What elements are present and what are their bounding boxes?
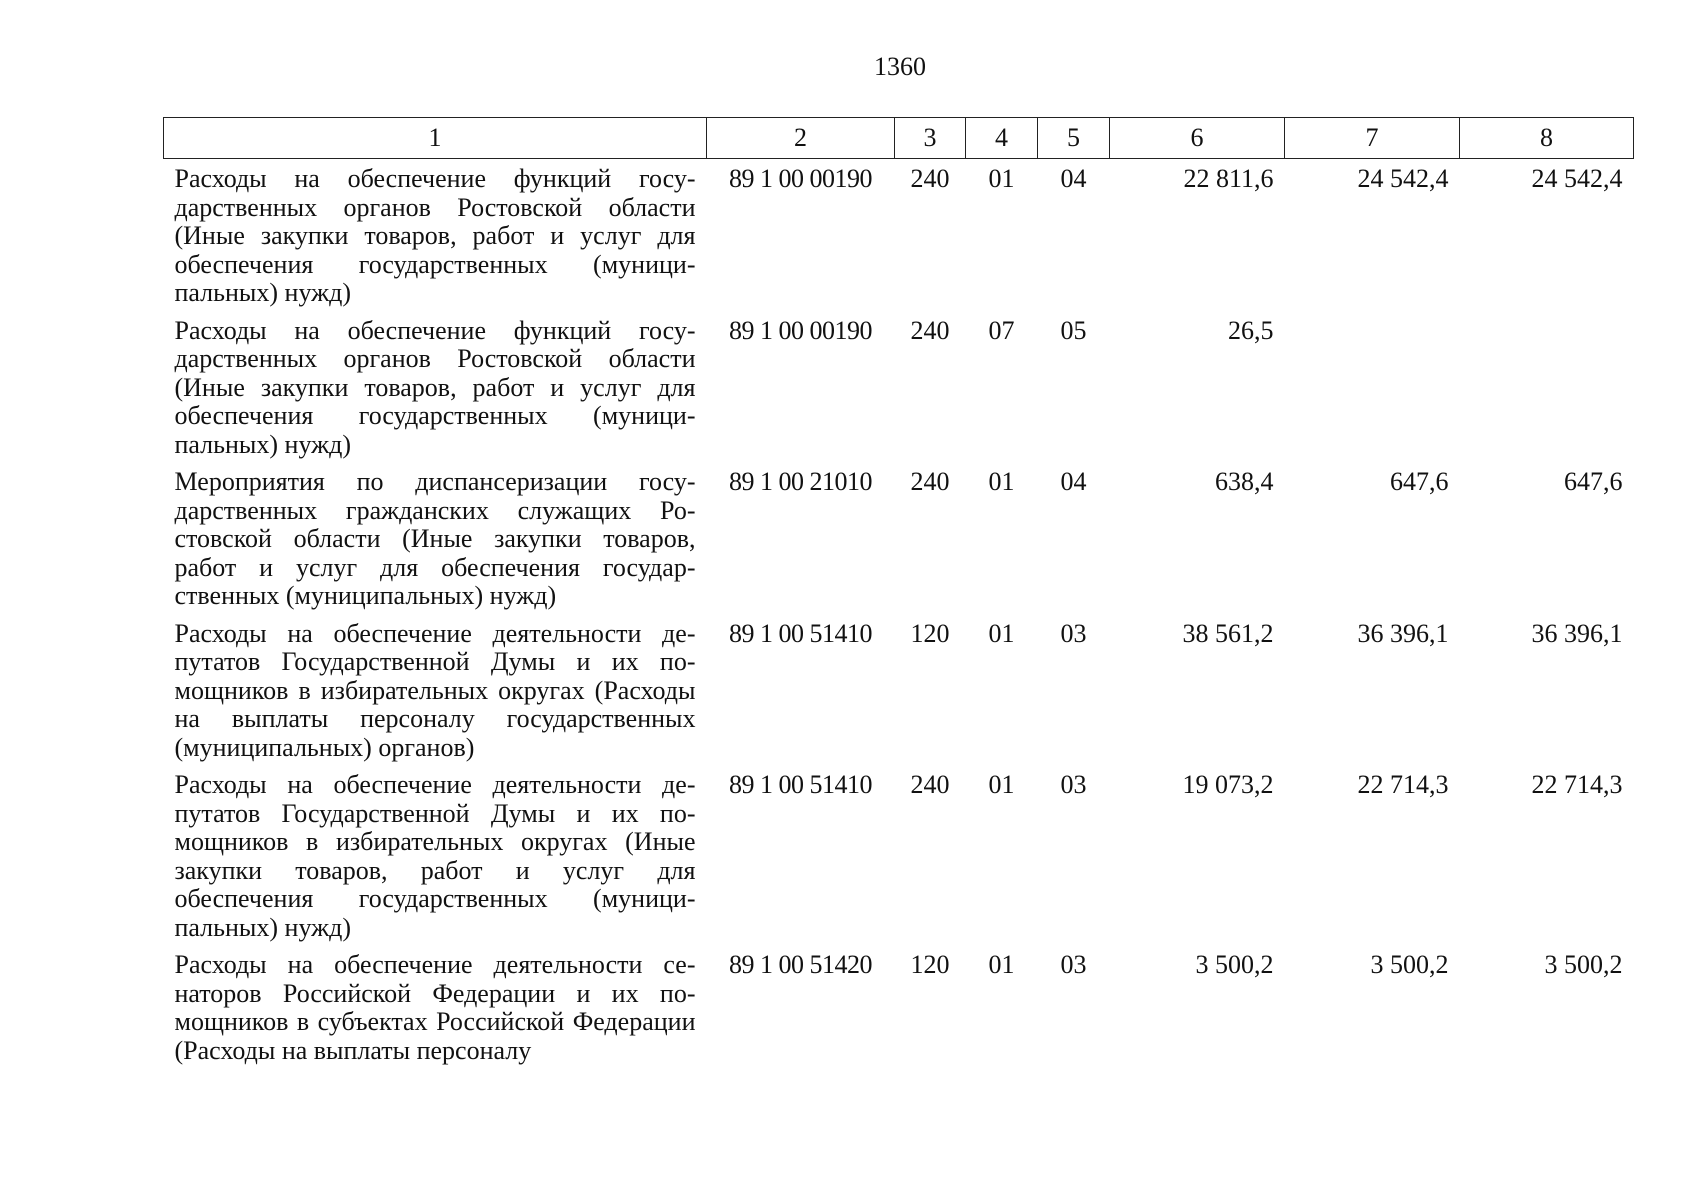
expense-type-code: 120 xyxy=(910,618,950,648)
target-article-code: 89 1 00 51410 xyxy=(729,618,872,648)
subsection-code: 05 xyxy=(1060,315,1087,345)
subsection-code: 03 xyxy=(1060,950,1087,979)
column-header-6: 6 xyxy=(1110,118,1285,159)
amount-column-8: 22 714,3 xyxy=(1531,770,1623,799)
table-row xyxy=(164,459,1634,611)
section-code: 01 xyxy=(988,467,1015,496)
amount-column-7: 36 396,1 xyxy=(1357,618,1449,648)
amount-column-8 xyxy=(1460,308,1634,460)
column-header-7: 7 xyxy=(1285,118,1460,159)
page-number: 1360 xyxy=(874,52,926,81)
subsection-code: 03 xyxy=(1060,770,1087,799)
expense-type-code: 120 xyxy=(910,950,950,979)
row-description: Расходы на обеспечение деятельности депутатов Государственной Думы и их помощников в избирательных округах (Иные закупки товаров, работ и услуг для обеспечения государственных (муниципальных) нужд) xyxy=(174,770,696,942)
column-header-2: 2 xyxy=(707,118,895,159)
amount-column-7: 24 542,4 xyxy=(1357,164,1449,193)
column-header-8: 8 xyxy=(1460,118,1634,159)
row-description: Расходы на обеспечение деятельности сенаторов Российской Федерации и их помощников в субъектах Российской Федерации (Расходы на выплаты персоналу xyxy=(174,950,696,1065)
section-code: 01 xyxy=(988,618,1015,648)
amount-column-6: 22 811,6 xyxy=(1183,164,1274,193)
section-code: 07 xyxy=(988,315,1015,345)
expense-type-code: 240 xyxy=(910,315,950,345)
amount-column-8: 647,6 xyxy=(1564,467,1623,496)
amount-column-7 xyxy=(1285,308,1460,460)
table-row xyxy=(164,942,1634,1065)
table-header xyxy=(164,118,1634,159)
table-row xyxy=(164,159,1634,308)
amount-column-8: 36 396,1 xyxy=(1531,618,1623,648)
subsection-code: 04 xyxy=(1060,467,1087,496)
target-article-code: 89 1 00 21010 xyxy=(729,467,872,496)
target-article-code: 89 1 00 00190 xyxy=(729,164,872,193)
amount-column-6: 3 500,2 xyxy=(1195,950,1274,979)
row-description: Расходы на обеспечение функций государственных органов Ростовской области (Иные закупки товаров, работ и услуг для обеспечения государственных (муниципальных) нужд) xyxy=(174,315,696,459)
section-code: 01 xyxy=(988,950,1015,979)
amount-column-6: 26,5 xyxy=(1228,315,1274,345)
row-description: Расходы на обеспечение деятельности депутатов Государственной Думы и их помощников в избирательных округах (Расходы на выплаты персоналу государственных (муниципальных) органов) xyxy=(174,618,696,762)
amount-column-7: 647,6 xyxy=(1390,467,1449,496)
subsection-code: 03 xyxy=(1060,618,1087,648)
amount-column-6: 19 073,2 xyxy=(1182,770,1274,799)
column-header-1: 1 xyxy=(164,118,707,159)
amount-column-6: 638,4 xyxy=(1215,467,1274,496)
expense-type-code: 240 xyxy=(910,467,950,496)
subsection-code: 04 xyxy=(1060,164,1087,193)
expense-type-code: 240 xyxy=(910,770,950,799)
column-header-4: 4 xyxy=(966,118,1038,159)
table-row xyxy=(164,611,1634,763)
budget-table xyxy=(163,117,1634,1065)
table-body xyxy=(164,159,1634,1066)
row-description: Расходы на обеспечение функций государственных органов Ростовской области (Иные закупки товаров, работ и услуг для обеспечения государственных (муниципальных) нужд) xyxy=(174,164,696,307)
column-header-3: 3 xyxy=(895,118,966,159)
amount-column-8: 3 500,2 xyxy=(1544,950,1623,979)
amount-column-6: 38 561,2 xyxy=(1182,618,1274,648)
row-description: Мероприятия по диспансеризации государственных гражданских служащих Ростовской области (Иные закупки товаров, работ и услуг для обеспечения государственных (муниципальных) нужд) xyxy=(174,467,696,610)
table-row xyxy=(164,308,1634,460)
section-code: 01 xyxy=(988,770,1015,799)
target-article-code: 89 1 00 00190 xyxy=(729,315,872,345)
target-article-code: 89 1 00 51410 xyxy=(729,770,872,799)
header-row xyxy=(164,118,1634,159)
amount-column-8: 24 542,4 xyxy=(1531,164,1623,193)
amount-column-7: 22 714,3 xyxy=(1357,770,1449,799)
column-header-5: 5 xyxy=(1038,118,1110,159)
target-article-code: 89 1 00 51420 xyxy=(729,950,872,979)
expense-type-code: 240 xyxy=(910,164,950,193)
section-code: 01 xyxy=(988,164,1015,193)
table-row xyxy=(164,762,1634,942)
amount-column-7: 3 500,2 xyxy=(1370,950,1449,979)
